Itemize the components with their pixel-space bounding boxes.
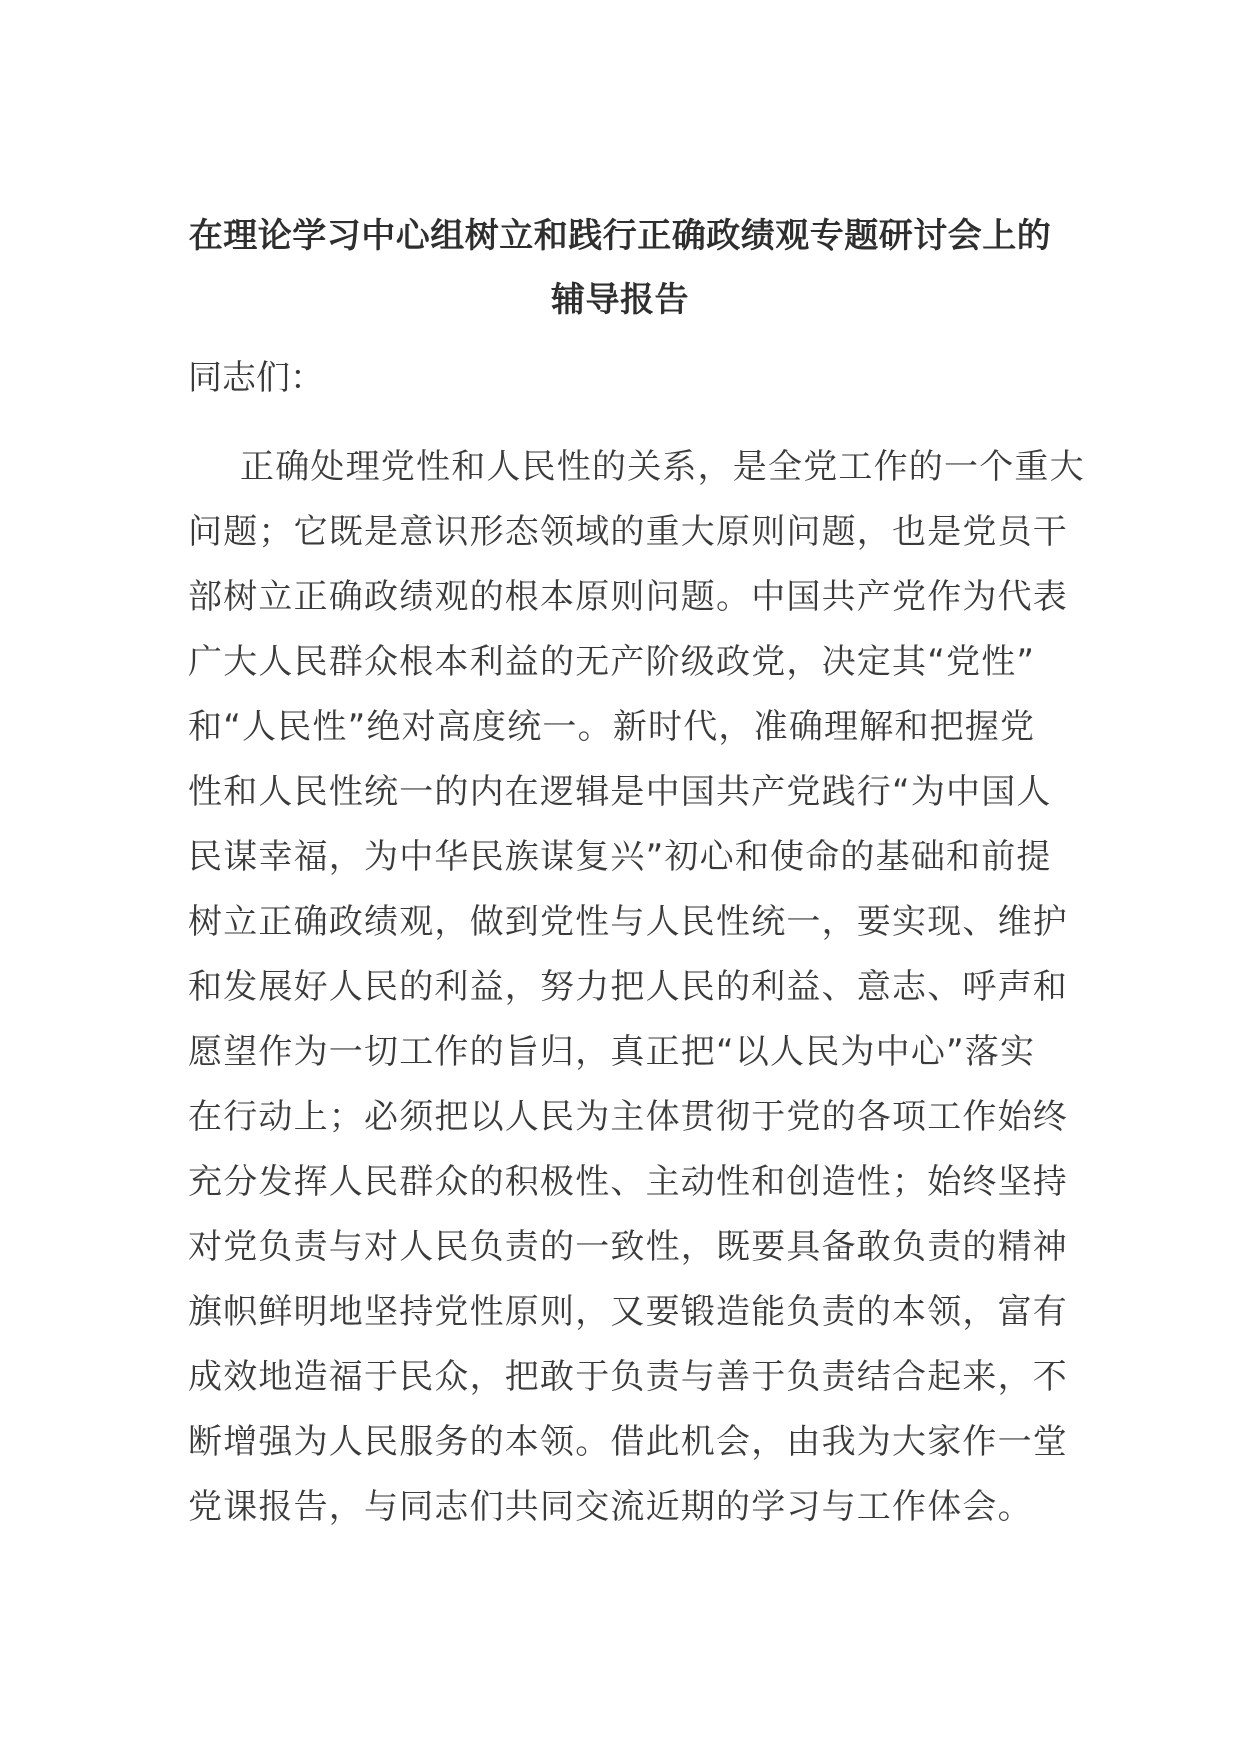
body-line: 民谋幸福，为中华民族谋复兴”初心和使命的基础和前提 [188, 837, 1052, 877]
body-line: 旗帜鲜明地坚持党性原则，又要锻造能负责的本领，富有 [188, 1292, 1068, 1332]
body-line: 和发展好人民的利益，努力把人民的利益、意志、呼声和 [188, 967, 1068, 1007]
body-line: 党课报告，与同志们共同交流近期的学习与工作体会。 [188, 1487, 1033, 1527]
salutation: 同志们： [188, 358, 324, 398]
body-line: 成效地造福于民众，把敢于负责与善于负责结合起来，不 [188, 1357, 1068, 1397]
body-line: 和“人民性”绝对高度统一。新时代，准确理解和把握党 [188, 707, 1036, 747]
body-line: 在行动上；必须把以人民为主体贯彻于党的各项工作始终 [188, 1097, 1068, 1137]
body-line: 愿望作为一切工作的旨归，真正把“以人民为中心”落实 [188, 1032, 1036, 1072]
body-line: 充分发挥人民群众的积极性、主动性和创造性；始终坚持 [188, 1162, 1068, 1202]
body-line: 正确处理党性和人民性的关系，是全党工作的一个重大 [240, 447, 1085, 487]
body-line: 树立正确政绩观，做到党性与人民性统一，要实现、维护 [188, 902, 1068, 942]
body-line: 性和人民性统一的内在逻辑是中国共产党践行“为中国人 [188, 772, 1052, 812]
body-line: 广大人民群众根本利益的无产阶级政党，决定其“党性” [188, 642, 1036, 682]
document-title-line-2: 辅导报告 [551, 280, 689, 320]
body-paragraph [188, 435, 1085, 1540]
body-line: 断增强为人民服务的本领。借此机会，由我为大家作一堂 [188, 1422, 1068, 1462]
body-line: 部树立正确政绩观的根本原则问题。中国共产党作为代表 [188, 577, 1068, 617]
body-line: 问题；它既是意识形态领域的重大原则问题，也是党员干 [188, 512, 1068, 552]
body-line: 对党负责与对人民负责的一致性，既要具备敢负责的精神 [188, 1227, 1068, 1267]
document-title-line-1: 在理论学习中心组树立和践行正确政绩观专题研讨会上的 [188, 216, 1052, 256]
